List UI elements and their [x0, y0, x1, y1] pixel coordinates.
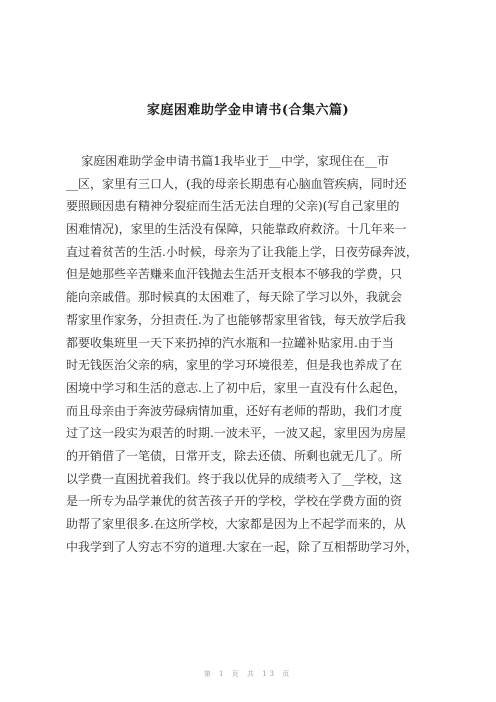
document-title: 家庭困难助学金申请书(合集六篇) — [146, 103, 350, 118]
document-body — [66, 150, 450, 558]
body-line: 时无钱医治父亲的病，家里的学习环境很差，但是我也养成了在 — [66, 358, 403, 373]
body-line: 要照顾因患有精神分裂症而生活无法自理的父亲)(写自己家里的 — [66, 199, 400, 214]
body-line: 家庭困难助学金申请书篇1我毕业于__中学，家现住在__市 — [66, 154, 389, 168]
body-line: __区，家里有三口人，(我的母亲长期患有心脑血管疾病，同时还 — [66, 176, 407, 191]
body-line: 困境中学习和生活的意志.上了初中后，家里一直没有什么起色， — [66, 380, 406, 395]
body-line: 过了这一段实为艰苦的时期.一波未平，一波又起，家里因为房屋 — [66, 426, 406, 441]
body-line: 以学费一直困扰着我们。终于我以优异的成绩考入了__学校，这 — [66, 471, 403, 486]
body-line: 困难情况)，家里的生活没有保障，只能靠政府救济。十几年来一 — [66, 222, 407, 237]
body-line: 但是她那些辛苦赚来血汗钱抛去生活开支根本不够我的学费，只 — [66, 267, 403, 282]
body-line: 能向亲戚借。那时候真的太困难了，每天除了学习以外，我就会 — [66, 290, 403, 305]
body-line: 都要收集班里一天下来扔掉的汽水瓶和一拉罐补贴家用.由于当 — [66, 335, 394, 350]
body-line: 的开销借了一笔债，日常开支，除去还债、所剩也就无几了。所 — [66, 448, 403, 463]
body-line: 直过着贫苦的生活.小时候，母亲为了让我能上学，日夜劳碌奔波， — [66, 244, 418, 259]
body-line: 而且母亲由于奔波劳碌病情加重，还好有老师的帮助，我们才度 — [66, 403, 403, 418]
body-line: 中我学到了人穷志不穷的道理.大家在一起，除了互相帮助学习外， — [66, 539, 418, 554]
page-number-footer: 第 1 页 共 13 页 — [203, 670, 293, 678]
body-line: 帮家里作家务，分担责任.为了也能够帮家里省钱，每天放学后我 — [66, 312, 406, 327]
body-line: 是一所专为品学兼优的贫苦孩子开的学校，学校在学费方面的资 — [66, 494, 403, 509]
body-line: 助帮了家里很多.在这所学校，大家都是因为上不起学而来的，从 — [66, 517, 406, 531]
